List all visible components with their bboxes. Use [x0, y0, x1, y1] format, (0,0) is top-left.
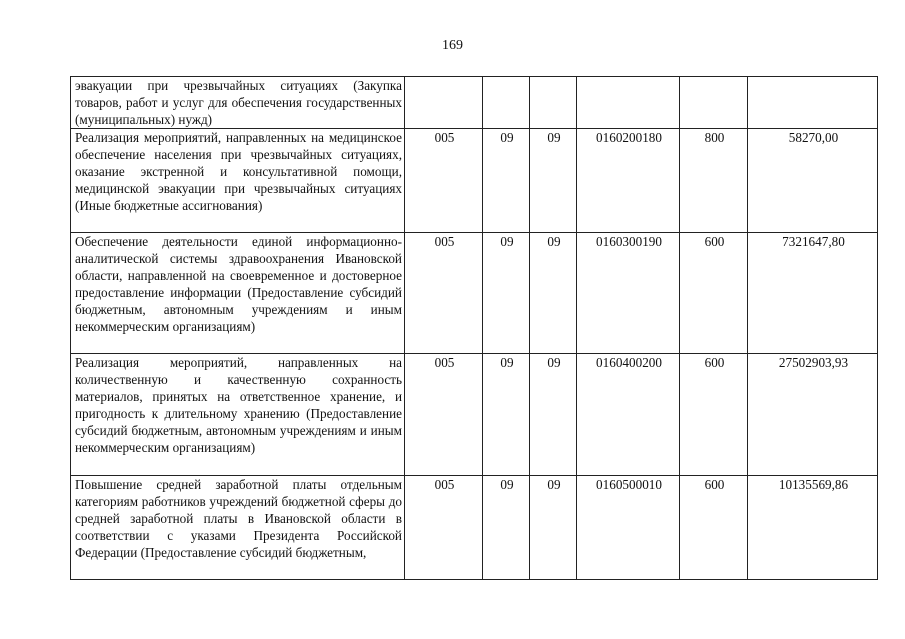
row-subsection-code: [530, 77, 577, 129]
row-amount: 27502903,93: [748, 354, 878, 476]
row-ministry-code: [405, 77, 483, 129]
row-amount: 10135569,86: [748, 476, 878, 580]
row-description: Реализация мероприятий, направленных на медицинское обеспечение населения при чрезвычайных ситуациях, оказание экстренной и консультативной помощи, медицинской эвакуации при чрезвычайных ситуациях (Иные бюджетные ассигнования): [71, 129, 405, 233]
row-section-code: 09: [483, 129, 530, 233]
row-amount: [748, 77, 878, 129]
row-ministry-code: 005: [405, 354, 483, 476]
row-expense-type: [680, 77, 748, 129]
row-section-code: 09: [483, 354, 530, 476]
row-description: Повышение средней заработной платы отдельным категориям работников учреждений бюджетной сферы до средней заработной платы в Ивановской области в соответствии с указами Президента Российской Федерации (Предоставление субсидий бюджетным,: [71, 476, 405, 580]
table-row: [71, 476, 878, 580]
row-subsection-code: 09: [530, 354, 577, 476]
row-description: Реализация мероприятий, направленных на количественную и качественную сохранность материалов, принятых на ответственное хранение, и пригодность к длительному хранению (Предоставление субсидий бюджетным, автономным учреждениям и иным некоммерческим организациям): [71, 354, 405, 476]
row-amount: 58270,00: [748, 129, 878, 233]
row-section-code: 09: [483, 476, 530, 580]
row-subsection-code: 09: [530, 233, 577, 354]
table-row: [71, 233, 878, 354]
row-target-article: 0160300190: [577, 233, 680, 354]
table-row: [71, 354, 878, 476]
row-description: эвакуации при чрезвычайных ситуациях (Закупка товаров, работ и услуг для обеспечения государственных (муниципальных) нужд): [71, 77, 405, 129]
row-target-article: [577, 77, 680, 129]
row-target-article: 0160500010: [577, 476, 680, 580]
row-amount: 7321647,80: [748, 233, 878, 354]
table-row: [71, 129, 878, 233]
table-row: [71, 77, 878, 129]
page-number: 169: [442, 38, 463, 53]
row-expense-type: 600: [680, 354, 748, 476]
row-ministry-code: 005: [405, 476, 483, 580]
row-ministry-code: 005: [405, 129, 483, 233]
row-expense-type: 600: [680, 476, 748, 580]
row-ministry-code: 005: [405, 233, 483, 354]
row-section-code: 09: [483, 233, 530, 354]
row-expense-type: 800: [680, 129, 748, 233]
row-target-article: 0160200180: [577, 129, 680, 233]
row-description: Обеспечение деятельности единой информационно-аналитической системы здравоохранения Ивановской области, направленной на своевременное и достоверное предоставление информации (Предоставление субсидий бюджетным, автономным учреждениям и иным некоммерческим организациям): [71, 233, 405, 354]
row-expense-type: 600: [680, 233, 748, 354]
row-section-code: [483, 77, 530, 129]
row-subsection-code: 09: [530, 129, 577, 233]
row-subsection-code: 09: [530, 476, 577, 580]
budget-table: [70, 76, 878, 580]
row-target-article: 0160400200: [577, 354, 680, 476]
